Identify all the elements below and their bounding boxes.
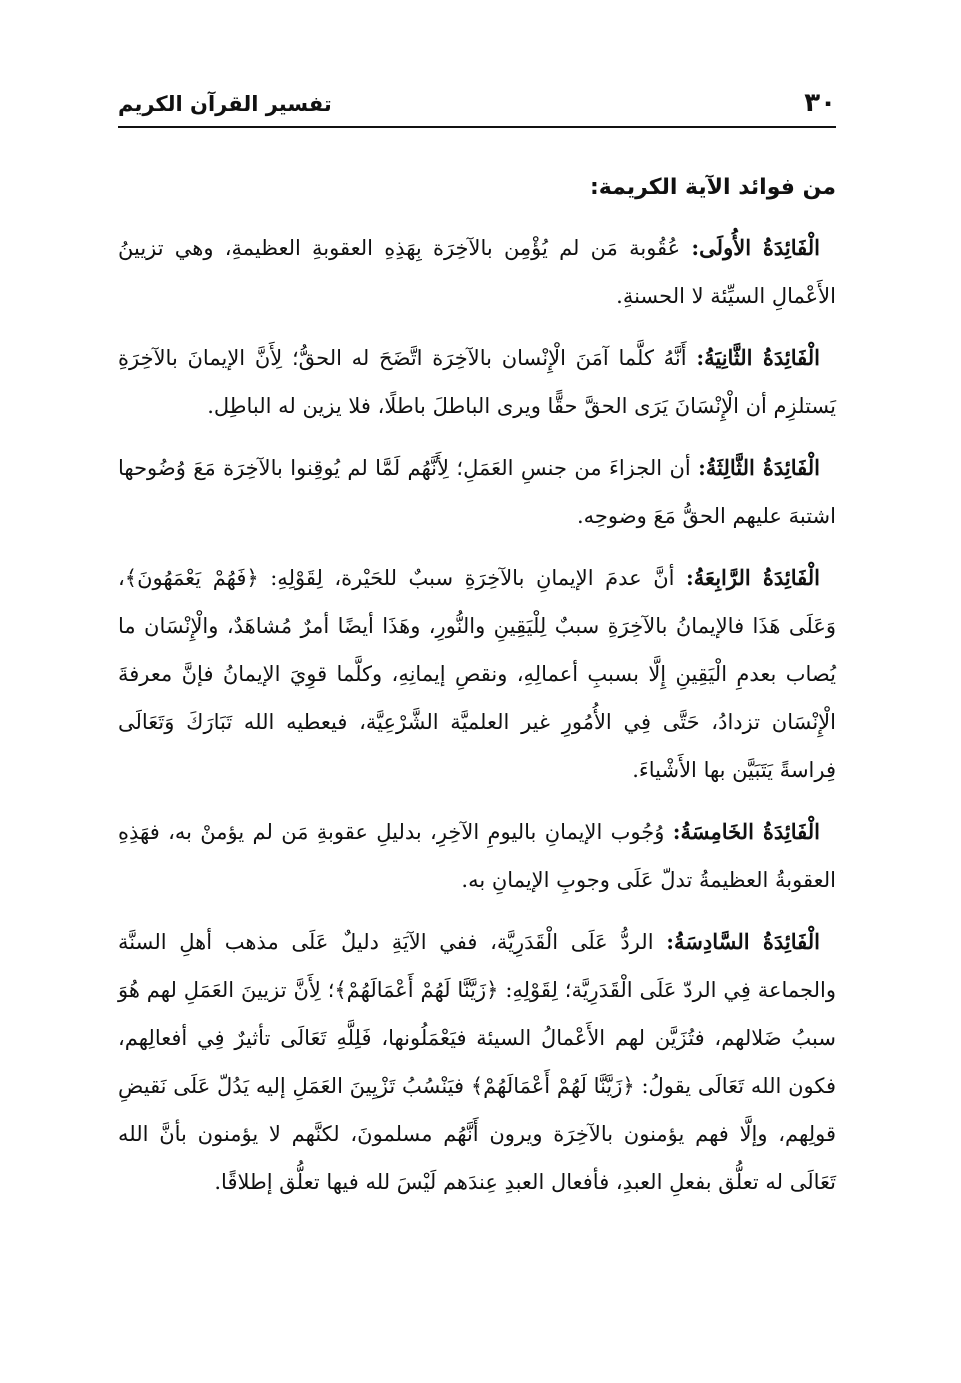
page-number: ٣٠ [804, 88, 836, 118]
benefit-text: أن الجزاءَ من جنسِ العَمَلِ؛ لِأَنَّهُم لَمَّا لم يُوقِنوا بالآخِرَة مَعَ وُضُوحها اشتبهَ عليهم الحقُّ مَعَ وضوحِه. [118, 456, 836, 528]
benefit-text: أنَّ عدمَ الإيمانِ بالآخِرَةِ سببٌ للحَيْرة، لِقَوْلِهِ: ﴿فَهُمْ يَعْمَهُونَ﴾، وَعَلَى هَذَا فالإيمانُ بالآخِرَةِ سببٌ لِلْيَقِينِ والنُّورِ، وهَذَا أيضًا أمرٌ مُشاهَدٌ، والْإِنْسَان ما يُصاب بعدمِ الْيَقِينِ إِلَّا بسببِ أعمالِهِ، ونقصِ إيمانِهِ، وكلَّما قوِيَ الإيمانُ فإنَّ معرفةَ الْإِنْسَان تزدادُ، حَتَّى فِي الأُمُورِ غير العلميَّة الشَّرْعِيَّة، فيعطيه الله تَبَارَكَ وَتَعَالَى فِراسةً يَتَبَيَّن بها الأَشْياءَ. [118, 566, 836, 782]
benefit-label: الْفَائِدَةُ الثَّانِيَةُ: [696, 345, 820, 370]
benefit-paragraph-4 [118, 554, 836, 794]
benefit-label: الْفَائِدَةُ الخَامِسَةُ: [672, 819, 820, 844]
header-divider [118, 126, 836, 128]
book-title: تفسير القرآن الكريم [118, 92, 332, 116]
benefit-label: الْفَائِدَةُ الرَّابِعَةُ: [686, 565, 820, 590]
page-body [118, 166, 836, 1220]
benefit-label: الْفَائِدَةُ الأُولَى: [691, 235, 820, 260]
benefit-paragraph-3 [118, 444, 836, 540]
section-heading: من فوائد الآية الكريمة: [589, 175, 836, 200]
benefit-paragraph-6 [118, 918, 836, 1206]
benefit-paragraph-2 [118, 334, 836, 430]
benefit-label: الْفَائِدَةُ السَّادِسَةُ: [666, 929, 820, 954]
benefit-text: أَنَّهُ كلَّما آمَنَ الْإِنْسان بالآخِرَة اتَّضَحَ له الحقُّ؛ لِأَنَّ الإيمانَ بالآخِرَةِ يَستلزِم أن الْإِنْسَانَ يَرَى الحقَّ حقًّا ويرى الباطلَ باطلًا، فلا يزين له الباطِل. [118, 346, 836, 418]
benefit-paragraph-5 [118, 808, 836, 904]
page-header [118, 88, 836, 128]
benefit-label: الْفَائِدَةُ الثَّالِثَةُ: [698, 455, 820, 480]
benefit-paragraph-1 [118, 224, 836, 320]
benefit-text: الردُّ عَلَى الْقَدَرِيَّة، ففي الآيَةِ دليلٌ عَلَى مذهب أهلِ السنَّة والجماعة فِي الردّ عَلَى الْقَدَرِيَّة؛ لِقَوْلِهِ: ﴿زَيَّنَّا لَهُمْ أَعْمَالَهُمْ﴾؛ لِأَنَّ تزيينَ العَمَلِ لهم هُوَ سببُ ضَلالهم، فتُزَيَّن لهم الأَعْمالُ السيئة فيَعْمَلُونها، فَلِلَّهِ تَعَالَى تأثيرٌ فِي أفعالِهم، فكون الله تَعَالَى يقولُ: ﴿زَيَّنَّا لَهُمْ أَعْمَالَهُمْ﴾ فيَنْسُبُ تَزْيِينَ العَمَلِ إليه يَدُلّ عَلَى نَقيضِ قولِهم، وإلَّا فهم يؤمنون بالآخِرَة ويرون أَنَّهُم مسلمونَ، لكنَّهم لا يؤمنون بأنَّ الله تَعَالَى له تعلُّق بفعلِ العبدِ، فأفعال العبدِ عِندَهم لَيْسَ لله فيها تعلُّق إطلاقًا. [118, 930, 836, 1194]
benefit-text: عُقُوبة مَن لم يُؤْمِن بالآخِرَة بِهَذِهِ العقوبةِ العظيمةِ، وهي تزيينُ الأَعْمالِ السيِّئة لا الحسنةِ. [118, 236, 836, 308]
benefit-text: وُجُوب الإيمانِ باليومِ الآخِرِ، بدليلِ عقوبةِ مَن لم يؤمنْ به، فهَذِهِ العقوبةُ العظيمةُ تدلّ عَلَى وجوبِ الإيمانِ به. [118, 820, 836, 892]
